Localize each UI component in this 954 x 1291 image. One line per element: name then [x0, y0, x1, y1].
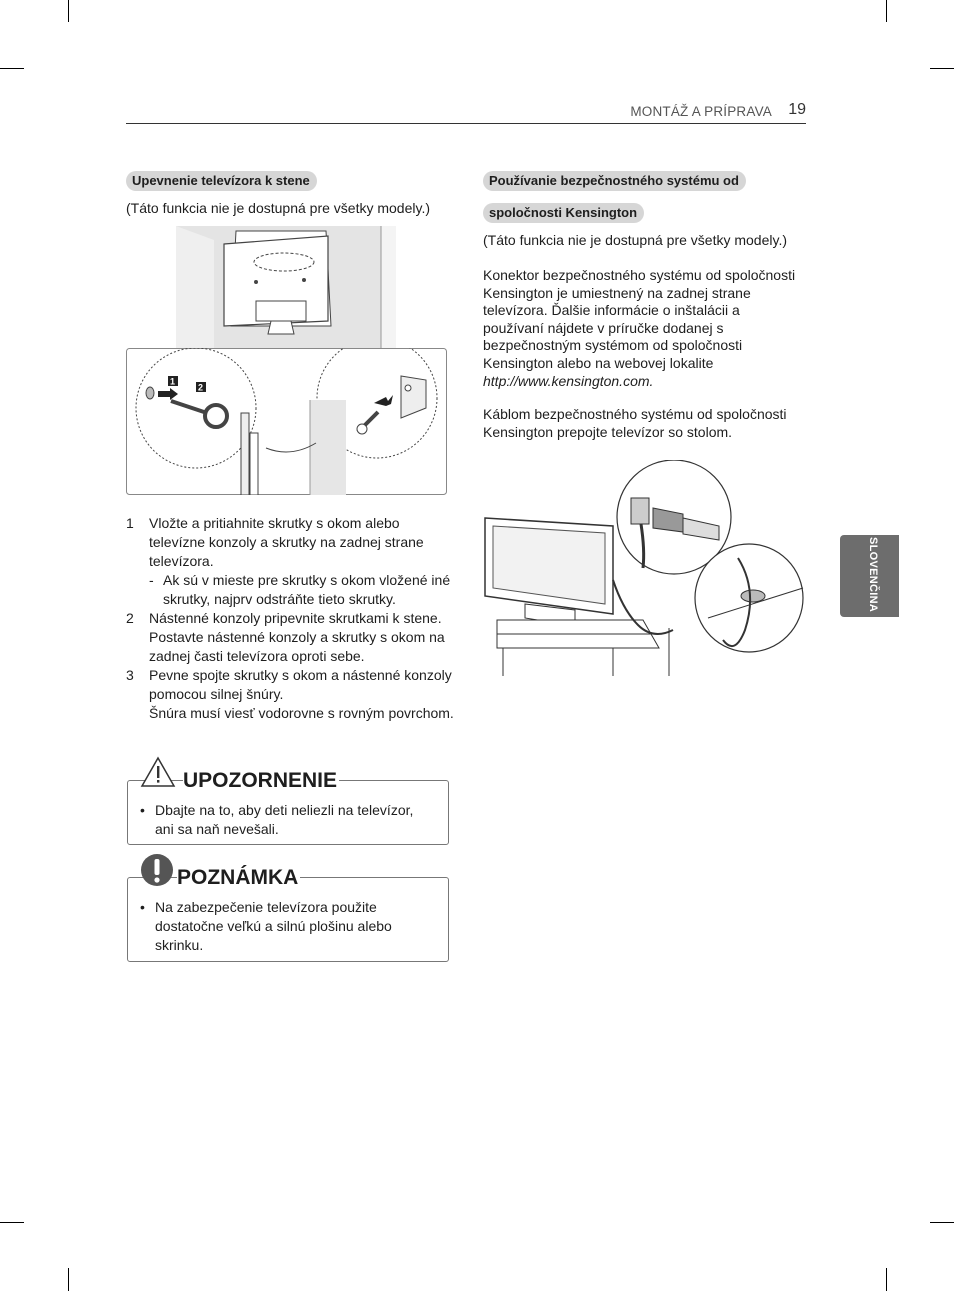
- step-number: 1: [126, 515, 134, 531]
- step-item: 1 Vložte a pritiahnite skrutky s okom alebo televízne konzoly a skrutky na zadnej strane televízora. - Ak sú v mieste pre skrutky s okom vložené iné skrutky, najprv odstráňte tieto skrutky.: [126, 514, 456, 609]
- step-marker-1: 1: [170, 376, 176, 387]
- page-number: 19: [788, 101, 806, 118]
- kensington-url[interactable]: http://www.kensington.com.: [483, 372, 654, 389]
- step-item: [126, 609, 456, 666]
- caution-bullet: • Dbajte na to, aby deti neliezli na televízor, ani sa naň nevešali.: [140, 801, 435, 839]
- crop-mark: [886, 0, 887, 22]
- crop-mark: [0, 1222, 24, 1223]
- step-subtext: Ak sú v mieste pre skrutky s okom vložené iné skrutky, najprv odstráňte tieto skrutky.: [163, 572, 451, 607]
- mounting-steps: [126, 514, 456, 723]
- step-text-2: Šnúra musí viesť vodorovne s rovným povrchom.: [149, 705, 454, 721]
- kensington-paragraph-2: Káblom bezpečnostného systému od spoločnosti Kensington prepojte televízor so stolom.: [483, 406, 787, 440]
- step-marker-2: 2: [198, 382, 204, 393]
- kensington-info: Konektor bezpečnostného systému od spoločnosti Kensington je umiestnený na zadnej strane televízora. Ďalšie informácie o inštalácii a používaní nájdete v príručke dodanej s bezpečnostným systémom od spoločnosti Kensington alebo na webovej lokalite: [483, 267, 796, 371]
- availability-note-right: (Táto funkcia nie je dostupná pre všetky modely.): [483, 232, 788, 248]
- crop-mark: [930, 68, 954, 69]
- kensington-lock-illustration: [483, 460, 805, 676]
- caution-title: UPOZORNENIE: [183, 769, 338, 792]
- exclamation-circle-icon: [140, 853, 174, 887]
- language-tab: [840, 535, 899, 617]
- kensington-paragraph-1: [483, 267, 801, 390]
- crop-mark: [886, 1268, 887, 1291]
- availability-note: (Táto funkcia nie je dostupná pre všetky modely.): [126, 200, 431, 216]
- section-heading-kensington-2: spoločnosti Kensington: [483, 203, 644, 223]
- section-heading-wall-mount: Upevnenie televízora k stene: [126, 171, 317, 191]
- running-header: [126, 101, 806, 124]
- crop-mark: [930, 1222, 954, 1223]
- step-item: [126, 666, 456, 723]
- warning-triangle-icon: [140, 756, 176, 788]
- step-number: 3: [126, 667, 134, 683]
- tv-back-wall-illustration: [176, 226, 396, 350]
- eye-bolt-bracket-illustration: [126, 348, 447, 495]
- step-number: 2: [126, 610, 134, 626]
- caution-text: Dbajte na to, aby deti neliezli na televízor, ani sa naň nevešali.: [155, 802, 414, 837]
- note-title: POZNÁMKA: [177, 866, 299, 889]
- note-text: Na zabezpečenie televízora použite dostatočne veľkú a silnú plošinu alebo skrinku.: [155, 899, 392, 953]
- step-text: Vložte a pritiahnite skrutky s okom alebo televízne konzoly a skrutky na zadnej strane televízora.: [149, 515, 424, 569]
- crop-mark: [68, 1268, 69, 1291]
- section-title: MONTÁŽ A PRÍPRAVA: [630, 104, 772, 119]
- note-bullet: • Na zabezpečenie televízora použite dostatočne veľkú a silnú plošinu alebo skrinku.: [140, 898, 435, 955]
- crop-mark: [68, 0, 69, 22]
- language-tab-label: SLOVENČINA: [867, 537, 879, 613]
- step-text: Pevne spojte skrutky s okom a nástenné konzoly pomocou silnej šnúry.: [149, 667, 452, 702]
- crop-mark: [0, 68, 24, 69]
- step-text: Nástenné konzoly pripevnite skrutkami k stene. Postavte nástenné konzoly a skrutky s okom na zadnej časti televízora oproti sebe.: [149, 610, 445, 664]
- section-heading-kensington-1: Používanie bezpečnostného systému od: [483, 171, 746, 191]
